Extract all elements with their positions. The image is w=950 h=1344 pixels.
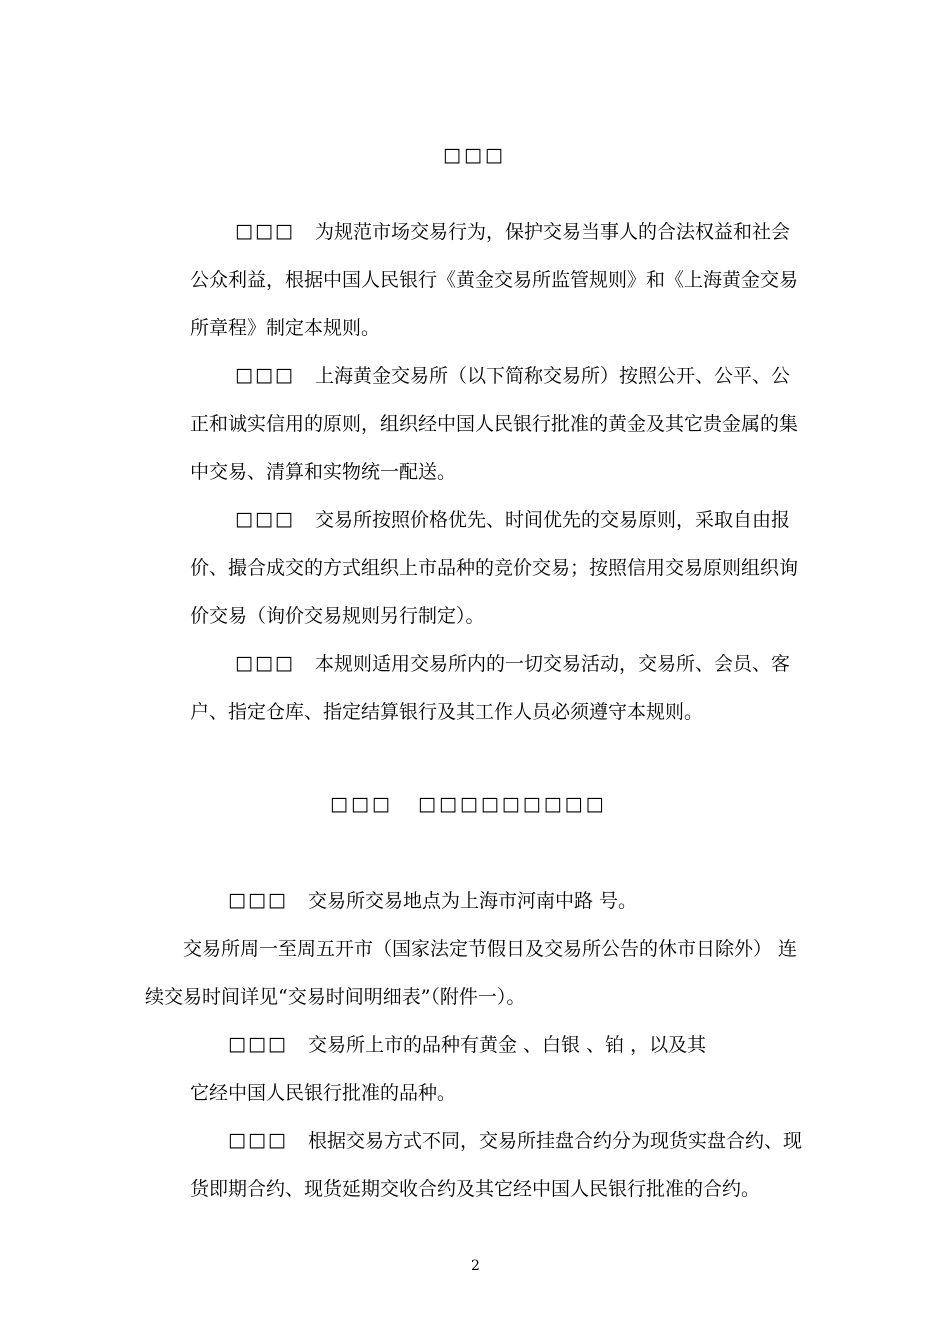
article-text-line: 交易所上市的品种有黄金 、白银 、铂 ，以及其	[308, 1034, 707, 1056]
article-text-line: 根据交易方式不同，交易所挂盘合约分为现货实盘合约、现	[308, 1130, 803, 1152]
chapter-1-title: □□□	[443, 144, 506, 166]
article-text-line: 续交易时间详见“交易时间明细表”（附件一）。	[145, 986, 526, 1008]
article-label: □□□	[228, 1129, 288, 1151]
article-text-line: 价、撮合成交的方式组织上市品种的竞价交易；按照信用交易原则组织询	[190, 557, 799, 579]
page-number: 2	[471, 1258, 480, 1274]
article-text-line: 为规范市场交易行为，保护交易当事人的合法权益和社会	[315, 221, 791, 243]
article-text-line: 户、指定仓库、指定结算银行及其工作人员必须遵守本规则。	[190, 701, 704, 723]
article-text-line: 本规则适用交易所内的一切交易活动，交易所、会员、客	[315, 653, 791, 675]
article-text-line: 交易所周一至周五开市（国家法定节假日及交易所公告的休市日除外） 连	[183, 938, 798, 960]
article-label: □□□	[228, 889, 288, 911]
article-text-line: 中交易、清算和实物统一配送。	[190, 461, 457, 483]
article-text-line: 上海黄金交易所（以下简称交易所）按照公开、公平、公	[315, 365, 791, 387]
article-label: □□□	[235, 652, 295, 674]
chapter-2-number: □□□	[330, 793, 393, 815]
article-text-line: 它经中国人民银行批准的品种。	[190, 1082, 457, 1104]
article-label: □□□	[235, 508, 295, 530]
article-text-line: 交易所按照价格优先、时间优先的交易原则，采取自由报	[315, 509, 791, 531]
article-text-line: 所章程》制定本规则。	[190, 317, 381, 339]
article-text-line: 价交易（询价交易规则另行制定）。	[190, 605, 485, 627]
article-text-line: 公众利益，根据中国人民银行《黄金交易所监管规则》和《上海黄金交易	[190, 269, 799, 291]
article-label: □□□	[228, 1033, 288, 1055]
article-text-line: 货即期合约、现货延期交收合约及其它经中国人民银行批准的合约。	[190, 1178, 761, 1200]
article-text-line: 交易所交易地点为上海市河南中路 号。	[308, 890, 638, 912]
article-text-line: 正和诚实信用的原则，组织经中国人民银行批准的黄金及其它贵金属的集	[190, 413, 799, 435]
article-label: □□□	[235, 220, 295, 242]
chapter-2-title: □□□□□□□□□	[418, 793, 607, 815]
article-label: □□□	[235, 364, 295, 386]
